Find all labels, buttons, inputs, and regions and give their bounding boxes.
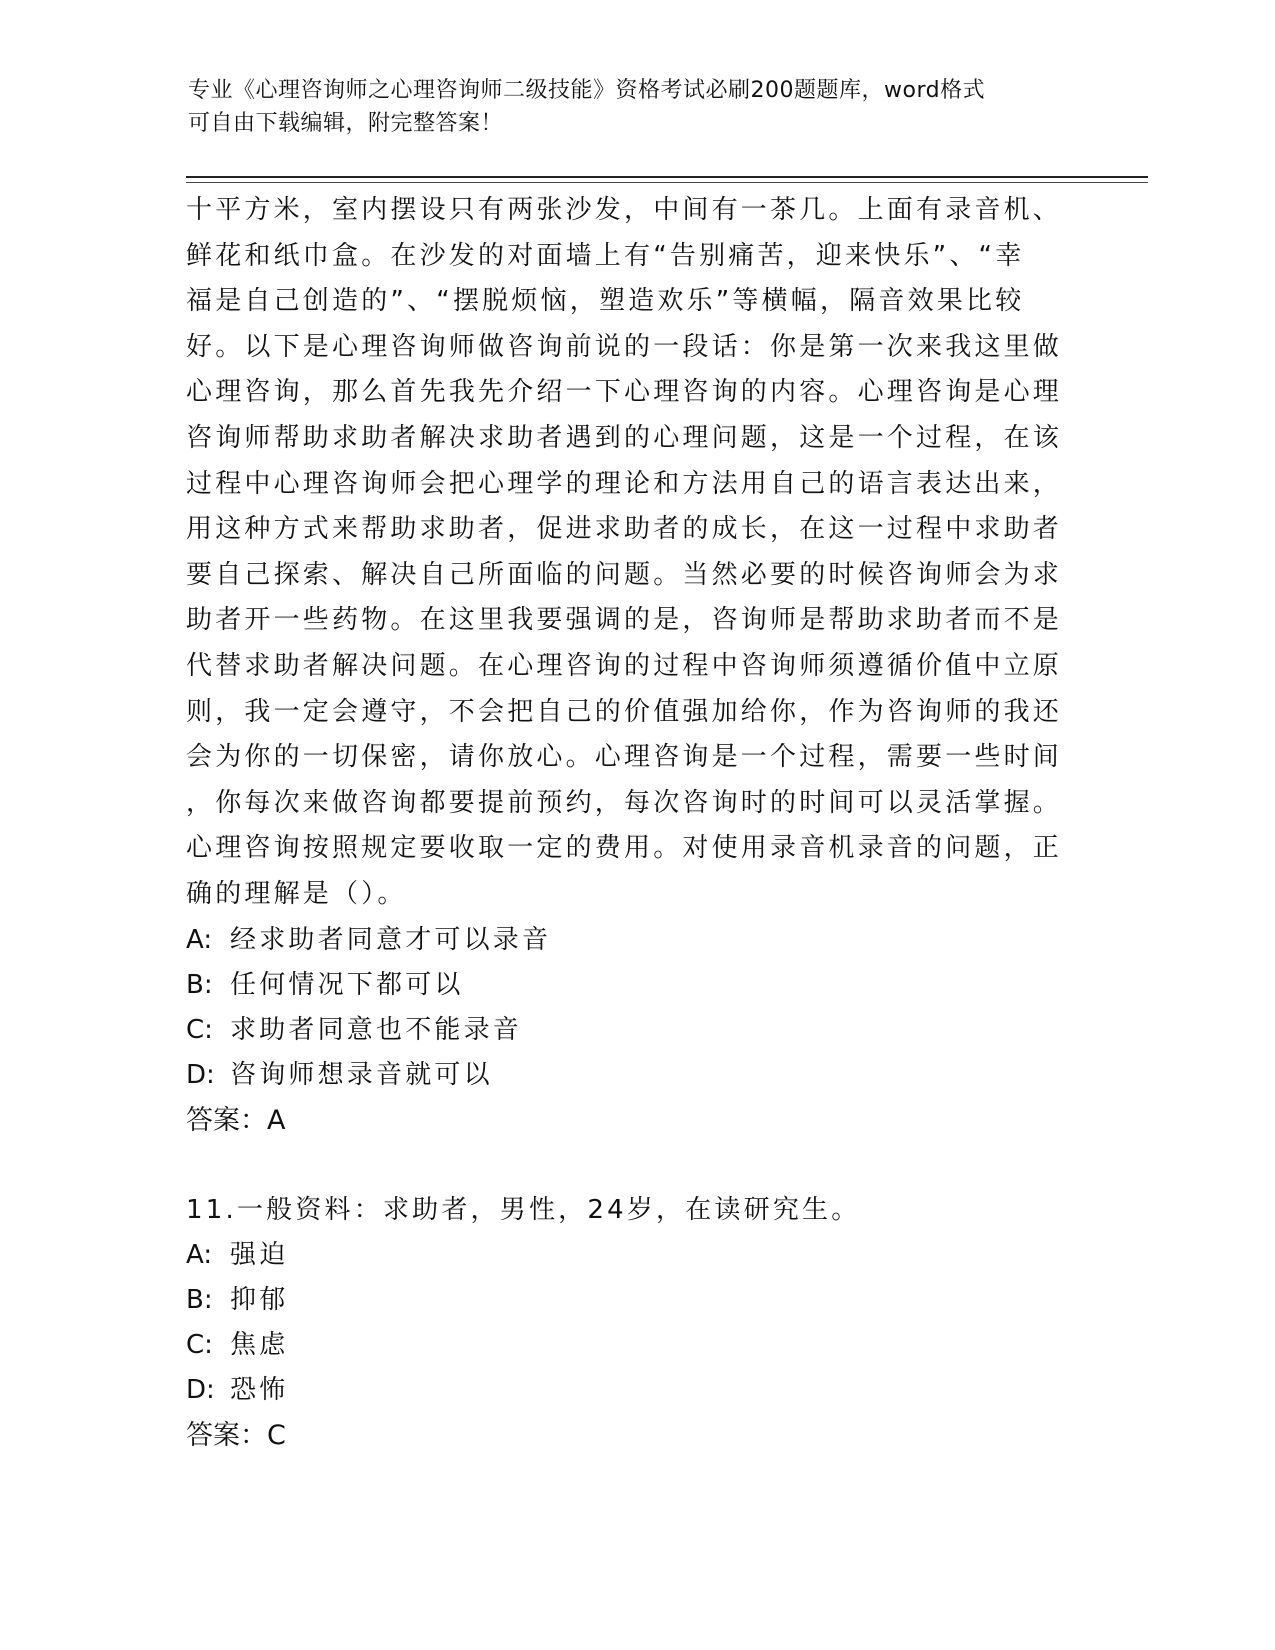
stem-line: 则，我一定会遵守，不会把自己的价值强加给你，作为咨询师的我还 [186,696,1063,727]
stem-line: 咨询师帮助求助者解决求助者遇到的心理问题，这是一个过程，在该 [186,422,1063,453]
option-letter: C: [186,1329,213,1360]
option-letter: B: [186,969,213,1000]
header-line-1: 专业《心理咨询师之心理咨询师二级技能》资格考试必刷200题题库，word格式 [188,78,986,103]
option-text: 恐怖 [230,1374,289,1405]
stem-line: 过程中心理咨询师会把心理学的理论和方法用自己的语言表达出来， [186,468,1063,499]
option-text: 求助者同意也不能录音 [230,1014,523,1045]
question-11-stem: 11.一般资料：求助者，男性，24岁，在读研究生。 [186,1194,861,1225]
question-10-answer: 答案：A [186,1104,286,1136]
option-b [186,963,1066,1008]
option-d [186,1053,1066,1098]
question-spacer [186,1144,1066,1188]
stem-line: ，你每次来做咨询都要提前预约，每次咨询时的时间可以灵活掌握。 [186,787,1063,818]
stem-line: 助者开一些药物。在这里我要强调的是，咨询师是帮助求助者而不是 [186,605,1063,636]
header-line-2: 可自由下载编辑，附完整答案！ [188,111,504,136]
question-10-options [186,918,1066,1098]
option-text: 抑郁 [230,1284,289,1315]
stem-line: 好。以下是心理咨询师做咨询前说的一段话：你是第一次来我这里做 [186,331,1063,362]
option-c [186,1008,1066,1053]
option-text: 强迫 [230,1239,289,1270]
option-text: 任何情况下都可以 [230,969,464,1000]
option-text: 咨询师想录音就可以 [230,1059,493,1090]
header-rule-thick [186,176,1148,178]
option-text: 经求助者同意才可以录音 [230,924,552,955]
document-body [186,188,1066,1459]
stem-line: 会为你的一切保密，请你放心。心理咨询是一个过程，需要一些时间 [186,742,1063,773]
option-letter: A: [186,1239,213,1270]
stem-line: 代替求助者解决问题。在心理咨询的过程中咨询师须遵循价值中立原 [186,650,1063,681]
option-text: 焦虑 [230,1329,289,1360]
document-header [188,74,1068,140]
stem-line: 福是自己创造的”、“摆脱烦恼，塑造欢乐”等横幅，隔音效果比较 [186,286,1025,317]
stem-line: 确的理解是（）。 [186,878,407,909]
stem-line: 心理咨询按照规定要收取一定的费用。对使用录音机录音的问题，正 [186,833,1063,864]
option-a [186,1233,1066,1278]
option-letter: A: [186,924,213,955]
option-a [186,918,1066,963]
question-11-options [186,1233,1066,1413]
stem-line: 用这种方式来帮助求助者，促进求助者的成长，在这一过程中求助者 [186,514,1063,545]
question-10-stem [186,188,1066,918]
option-c [186,1323,1066,1368]
stem-line: 鲜花和纸巾盒。在沙发的对面墙上有“告别痛苦，迎来快乐”、“幸 [186,240,1025,271]
option-letter: B: [186,1284,213,1315]
option-letter: D: [186,1374,215,1405]
option-b [186,1278,1066,1323]
stem-line: 心理咨询，那么首先我先介绍一下心理咨询的内容。心理咨询是心理 [186,377,1063,408]
option-d [186,1368,1066,1413]
stem-line: 要自己探索、解决自己所面临的问题。当然必要的时候咨询师会为求 [186,559,1063,590]
question-11-answer: 答案：C [186,1419,286,1451]
option-letter: D: [186,1059,215,1090]
header-rule-thin [186,182,1148,183]
stem-line: 十平方米，室内摆设只有两张沙发，中间有一茶几。上面有录音机、 [186,195,1063,225]
option-letter: C: [186,1014,213,1045]
